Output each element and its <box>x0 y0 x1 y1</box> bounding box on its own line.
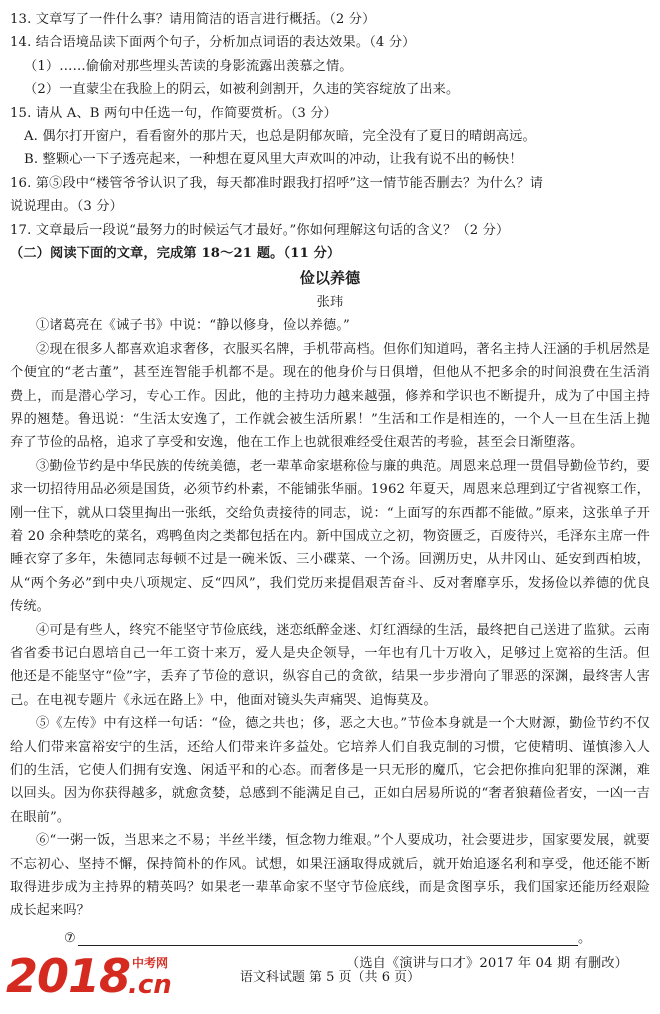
section-header: （二）阅读下面的文章，完成第 18～21 题。（11 分） <box>10 246 341 262</box>
article-author: 张玮 <box>316 294 344 310</box>
question-17: 17. 文章最后一段说“最努力的时候运气才最好。”你如何理解这句话的含义？（2 分） <box>10 222 510 238</box>
article-source: （选自《演讲与口才》2017 年 04 期 有删改） <box>345 956 628 972</box>
page-footer: 语文科试题 第 5 页（共 6 页） <box>239 970 421 985</box>
question-13: 13. 文章写了一件什么事？请用简洁的语言进行概括。（2 分） <box>10 12 376 27</box>
article-paragraph-3: ③勤俭节约是中华民族的传统美德，老一辈革命家堪称俭与廉的典范。周恩来总理一贯倡导勤俭节约，要求一切招待用品必须是国货，必须节约朴素，不能铺张华丽。1962 年夏天，周恩来总理到辽宁省视察工作，刚一住下，就从口袋里掏出一张纸，交给负责接待的同志，说：“上面写的东西都不能做。”原来，这张单子开着 20 余种禁吃的菜名，鸡鸭鱼肉之类都包括在内。新中国成立之初，物资匮乏，百废待兴，毛泽东主席一件睡衣穿了多年，朱德同志每顿不过是一碗米饭、三小碟菜、一个汤。回溯历史，从井冈山、延安到西柏坡，从“两个务必”到中央八项规定、反“四风”，我们党历来提倡艰苦奋斗、反对奢靡享乐，发扬俭以养德的优良传统。 <box>10 458 650 615</box>
question-14-sentence-2: （2）一直蒙尘在我脸上的阴云，如被利剑割开，久违的笑容绽放了出来。 <box>24 82 460 98</box>
question-15-option-a: A. 偶尔打开窗户，看看窗外的那片天，也总是阴郁灰暗，完全没有了夏日的晴朗高远。 <box>24 129 536 145</box>
logo-domain: .cn <box>128 970 172 1000</box>
paragraph-7-end: 。 <box>578 930 592 946</box>
question-16-line-1: 16. 第⑤段中“楼管爷爷认识了我，每天都准时跟我打招呼”这一情节能否删去？为什么？请 <box>10 175 544 191</box>
article-paragraph-4: ④可是有些人，终究不能坚守节俭底线，迷恋纸醉金迷、灯红酒绿的生活，最终把自己送进了监狱。云南省省委书记白恩培自己一年工资十来万，爱人是央企领导，一年也有几十万收入，足够过上宽裕的生活。但他还是不能坚守“俭”字，丢弃了节俭的意识，纵容自己的贪欲，结果一步步滑向了罪恶的深渊，最终害人害己。在电视专题片《永远在路上》中，他面对镜头失声痛哭、追悔莫及。 <box>10 622 650 708</box>
question-14: 14. 结合语境品读下面两个句子，分析加点词语的表达效果。（4 分） <box>10 35 416 51</box>
question-16-line-2: 说说理由。（3 分） <box>10 199 123 215</box>
question-14-sentence-1: （1）……偷偷对那些埋头苦读的身影流露出羡慕之情。 <box>24 58 353 74</box>
article-paragraph-6: ⑥“一粥一饭，当思来之不易；半丝半缕，恒念物力维艰。”个人要成功，社会要进步，国家要发展，就要不忘初心、坚持不懈，保持简朴的作风。试想，如果汪涵取得成就后，就开始追逐名利和享受，他还能不断取得进步成为主持界的精英吗？如果老一辈革命家不坚守节俭底线，而是贪图享乐，我们国家还能历经艰险成长起来吗？ <box>10 833 650 919</box>
article-title: 俭以养德 <box>299 269 361 288</box>
answer-blank-line[interactable] <box>78 927 578 946</box>
paragraph-7-number: ⑦ <box>64 930 76 946</box>
logo-year: 2018 <box>6 949 131 1003</box>
article-paragraph-1: ①诸葛亮在《诫子书》中说：“静以修身，俭以养德。” <box>36 318 350 334</box>
logo-site-name: 中考网 <box>132 956 169 970</box>
exam-page <box>10 8 650 976</box>
question-15: 15. 请从 A、B 两句中任选一句，作简要赏析。（3 分） <box>10 105 337 121</box>
article-paragraph-2: ②现在很多人都喜欢追求奢侈，衣服买名牌，手机带高档。但你们知道吗，著名主持人汪涵的手机居然是个便宜的“老古董”，甚至连智能手机都不是。现在的他身价与日俱增，但他从不把多余的时间浪费在生活消费上，而是潜心学习，专心工作。因此，他的主持功力越来越强，修养和学识也不断提升，成为了中国主持界的翘楚。鲁迅说：“生活太安逸了，工作就会被生活所累！”生活和工作是相连的，一个人一旦在生活上抛弃了节俭的品格，追求了享受和安逸，他在工作上也就很难经受住艰苦的考验，甚至会日渐堕落。 <box>10 341 650 451</box>
article-paragraph-5: ⑤《左传》中有这样一句话：“俭，德之共也；侈，恶之大也。”节俭本身就是一个大财源，勤俭节约不仅给人们带来富裕安宁的生活，还给人们带来许多益处。它培养人们自我克制的习惯，它使精明、谨慎渗入人们的生活，它使人们拥有安逸、闲适平和的心态。而奢侈是一只无形的魔爪，它会把你推向犯罪的深渊，难以回头。因为你获得越多，就愈贪婪，总感到不能满足自己，正如白居易所说的“奢者狼藉俭者安，一凶一吉在眼前”。 <box>10 716 650 825</box>
question-15-option-b: B. 整颗心一下子透亮起来，一种想在夏风里大声欢叫的冲动，让我有说不出的畅快！ <box>24 152 523 168</box>
